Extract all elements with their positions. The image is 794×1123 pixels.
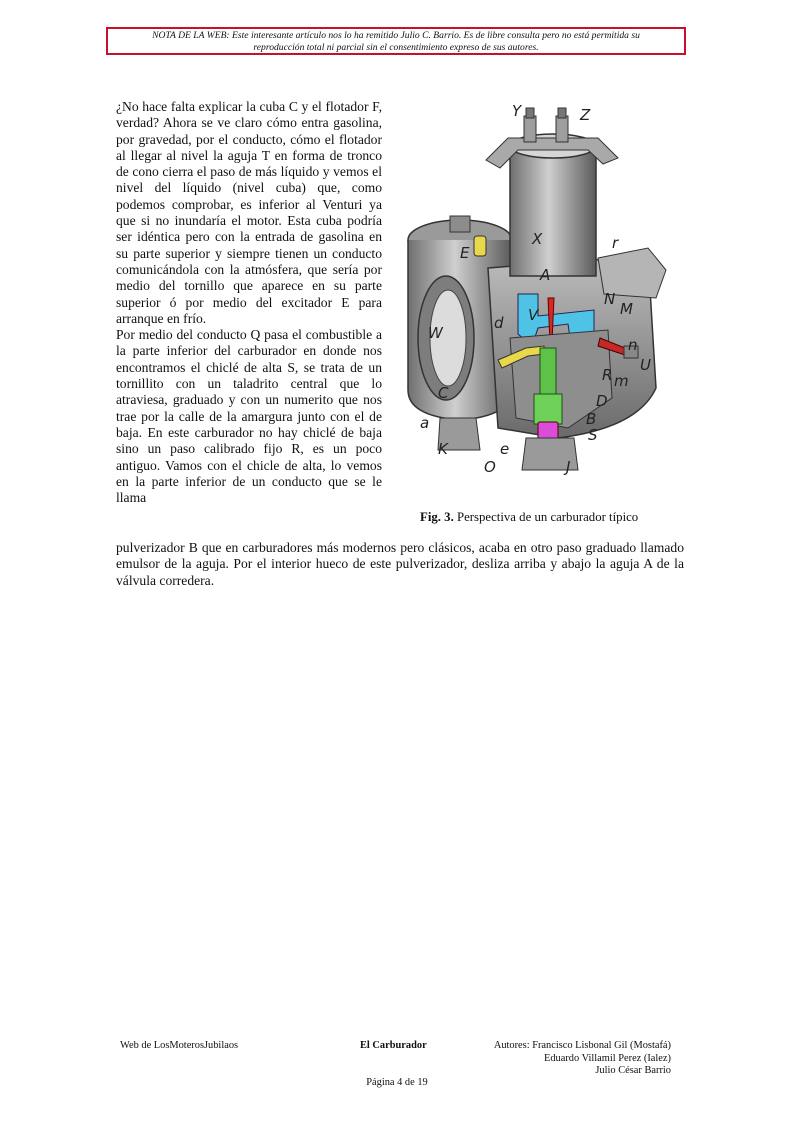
footer-title: El Carburador: [360, 1040, 427, 1051]
figure-label-a-small: a: [420, 414, 430, 432]
figure-label-w: W: [428, 324, 443, 342]
footer-author-1: Autores: Francisco Lisbonal Gil (Mostafá): [493, 1040, 671, 1051]
footer-authors: [440, 1040, 671, 1078]
paragraph-pulverizer: pulverizador B que en carburadores más modernos pero clásicos, acaba en otro paso graduado llamado emulsor de la aguja. Por el interior hueco de este pulverizador, desliza arriba y abajo la aguja A de la válvula corredera.: [116, 540, 684, 588]
figure-label-e-small: e: [500, 440, 510, 458]
figure-label-d: d: [494, 314, 504, 332]
figure-label-u: U: [640, 356, 651, 374]
figure-label-n-lower: n: [628, 336, 638, 354]
figure-label-d-upper: D: [596, 392, 608, 410]
paragraph-float-needle: ¿No hace falta explicar la cuba C y el flotador F, verdad? Ahora se ve claro cómo entra gasolina, por gravedad, por el conducto, cómo el flotador al llegar al nivel la aguja T en forma de tronco de cono cierra el paso de más líquido y vemos el nivel del líquido (nivel cuba) que, como podemos comprobar, es inferior al Venturi ya que si no inundaría el motor. Esta cuba podría ser idéntica pero con la entrada de gasolina en su parte superior y siempre tienen un conducto comunicándola con la atmósfera, que sería por medio del tornillo que aparece en su parte superior ó por medio del excitador E para arranque en frío.: [116, 99, 382, 326]
figure-label-j: J: [566, 458, 571, 476]
carburetor-figure: [398, 98, 688, 498]
figure-label-y: Y: [512, 102, 522, 120]
figure-label-a: A: [540, 266, 551, 284]
figure-label-n-upper: N: [604, 290, 616, 308]
web-notice-box: [106, 27, 686, 55]
figure-label-v: V: [528, 306, 539, 324]
figure-label-e: E: [460, 244, 470, 262]
notice-line-2: reproducción total ni parcial sin el consentimiento expreso de sus autores.: [253, 42, 539, 53]
footer-website: Web de LosMoterosJubilaos: [120, 1040, 239, 1051]
left-column-text: [116, 99, 382, 506]
figure-label-c: C: [438, 384, 449, 402]
caption-figure-number: Fig. 3.: [420, 510, 454, 524]
figure-label-m-upper: M: [620, 300, 633, 318]
figure-label-b: B: [586, 410, 597, 428]
figure-label-o: O: [484, 458, 496, 476]
figure-label-z: Z: [580, 106, 591, 124]
figure-caption: [420, 509, 638, 525]
footer-author-2: Eduardo Villamil Perez (Ialez): [544, 1052, 671, 1064]
figure-label-s: S: [588, 426, 598, 444]
figure-label-k: K: [438, 440, 448, 458]
paragraph-jets: Por medio del conducto Q pasa el combustible a la parte inferior del carburador en donde nos encontramos el chiclé de alta S, se trata de un tornillito con un taladrito central que lo atraviesa, graduado y con un numerito que nos trae por la calle de la amargura junto con el de baja. En este carburador no hay chiclé de baja sino un paso calibrado fijo R, es un poco antiguo. Vamos con el chicle de alta, lo vemos en la parte inferior de un conducto que se le llama: [116, 327, 382, 506]
page-number: Página 4 de 19: [366, 1077, 428, 1088]
figure-label-m-lower: m: [614, 372, 629, 390]
figure-label-x: X: [532, 230, 543, 248]
carburetor-cutaway-illustration: [398, 98, 688, 498]
notice-line-1: NOTA DE LA WEB: Este interesante artículo nos lo ha remitido Julio C. Barrio. Es de libre consulta pero no está permitida su: [152, 30, 640, 41]
figure-label-r-small: r: [612, 234, 619, 252]
figure-label-r: R: [602, 366, 613, 384]
full-width-text: [116, 540, 684, 589]
footer-author-3: Julio César Barrio: [595, 1065, 671, 1076]
caption-text: Perspectiva de un carburador típico: [453, 510, 639, 524]
